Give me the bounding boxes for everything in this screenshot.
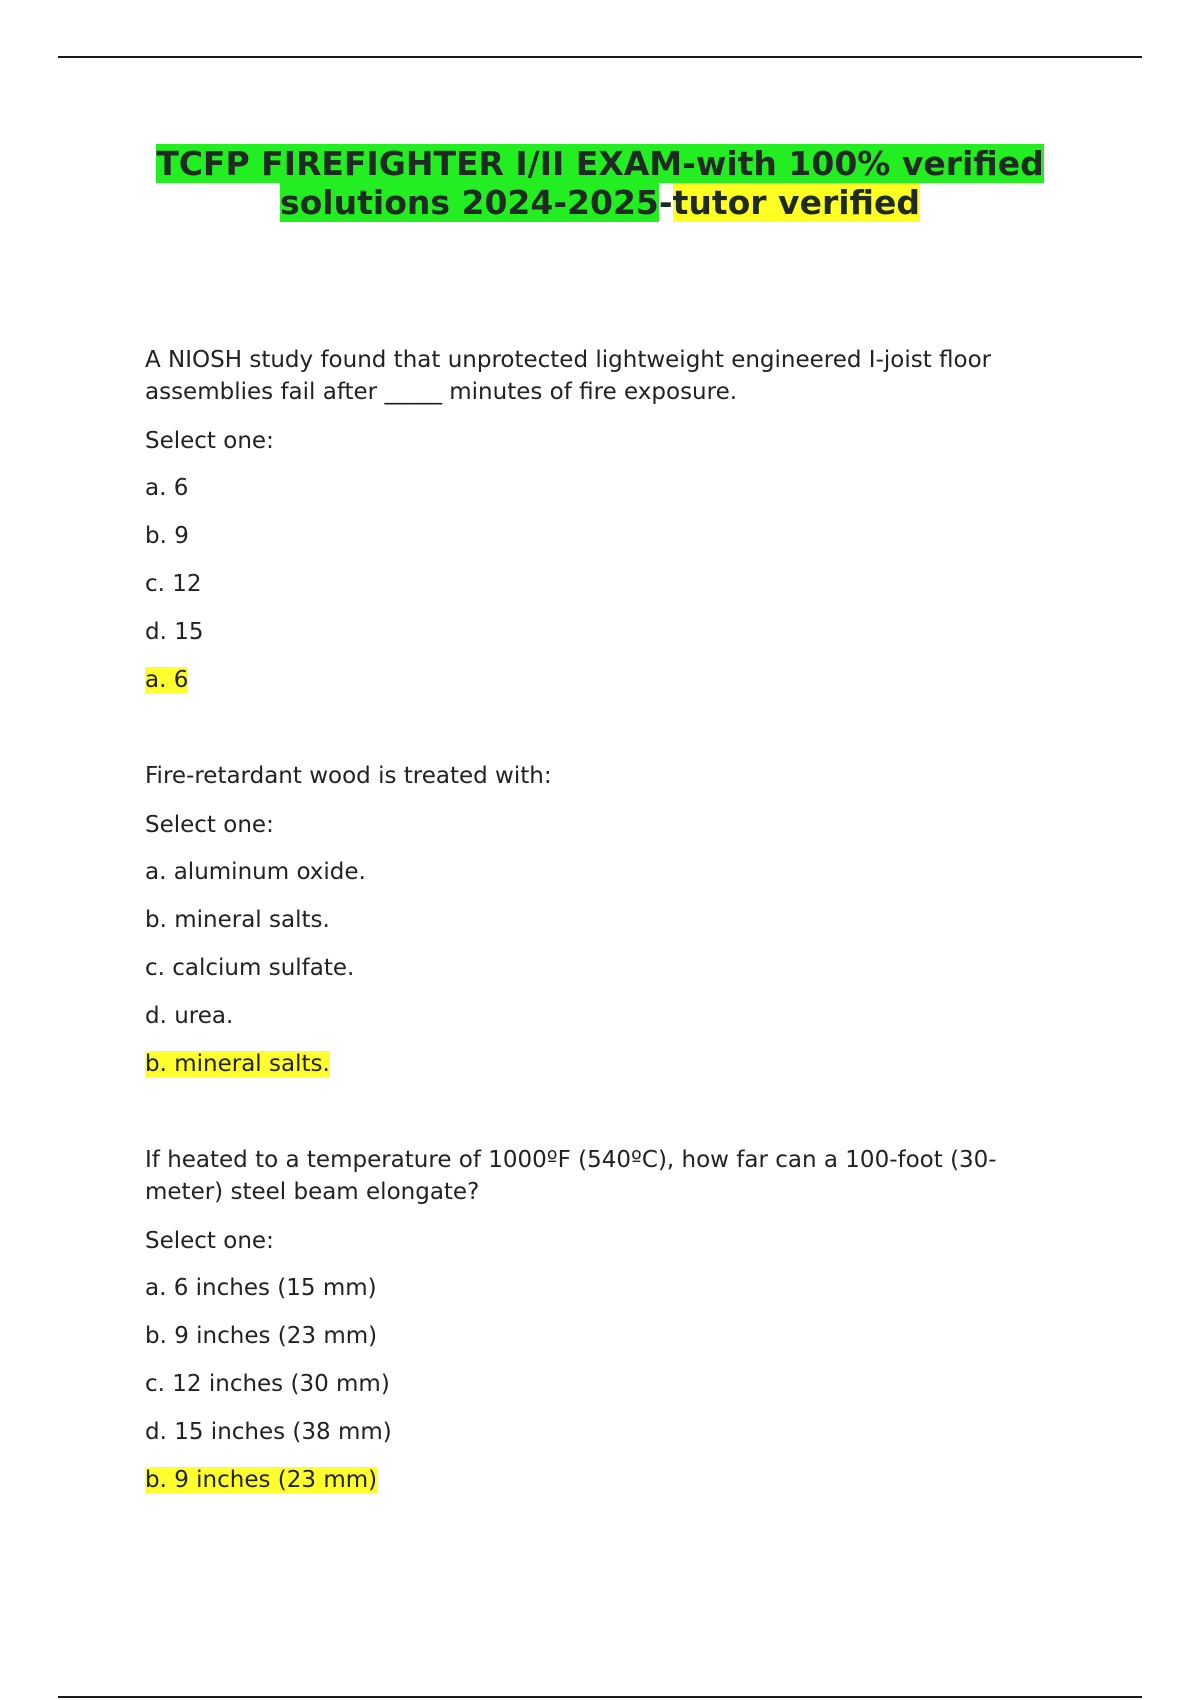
option-d: d. 15 inches (38 mm) (145, 1419, 392, 1445)
question-text: If heated to a temperature of 1000ºF (540ºC), how far can a 100-foot (30-meter) steel beam elongate? (145, 1147, 997, 1205)
option-a: a. 6 (145, 475, 189, 501)
answer-highlight: b. mineral salts. (145, 1051, 330, 1077)
answer-highlight: b. 9 inches (23 mm) (145, 1467, 378, 1493)
document-title (100, 144, 1100, 222)
question-1 (145, 344, 1065, 696)
option-b: b. 9 (145, 523, 189, 549)
answer-highlight: a. 6 (145, 667, 189, 693)
question-text: A NIOSH study found that unprotected lightweight engineered I-joist floor assemblies fail after _____ minutes of fire exposure. (145, 347, 992, 405)
header-rule (58, 56, 1142, 58)
option-c: c. 12 (145, 571, 202, 597)
option-d: d. urea. (145, 1003, 234, 1029)
select-one-label: Select one: (145, 428, 274, 454)
spacer (145, 696, 1065, 760)
correct-answer (145, 664, 1065, 696)
correct-answer (145, 1464, 1065, 1496)
spacer (145, 1080, 1065, 1144)
option-d: d. 15 (145, 619, 204, 645)
select-one-label: Select one: (145, 812, 274, 838)
option-c: c. 12 inches (30 mm) (145, 1371, 390, 1397)
title-highlight-green-2: solutions 2024-2025 (279, 183, 659, 222)
option-a: a. aluminum oxide. (145, 859, 366, 885)
footer-rule (58, 1696, 1142, 1698)
option-c: c. calcium sulfate. (145, 955, 355, 981)
select-one-label: Select one: (145, 1228, 274, 1254)
title-dash: - (658, 183, 673, 222)
option-b: b. 9 inches (23 mm) (145, 1323, 378, 1349)
option-a: a. 6 inches (15 mm) (145, 1275, 377, 1301)
correct-answer (145, 1048, 1065, 1080)
title-highlight-green: TCFP FIREFIGHTER I/II EXAM-with 100% verified (156, 144, 1044, 183)
question-list (145, 344, 1065, 1496)
option-b: b. mineral salts. (145, 907, 330, 933)
question-3 (145, 1144, 1065, 1496)
question-text: Fire-retardant wood is treated with: (145, 763, 552, 789)
title-highlight-yellow: tutor verified (672, 183, 920, 222)
question-2 (145, 760, 1065, 1080)
